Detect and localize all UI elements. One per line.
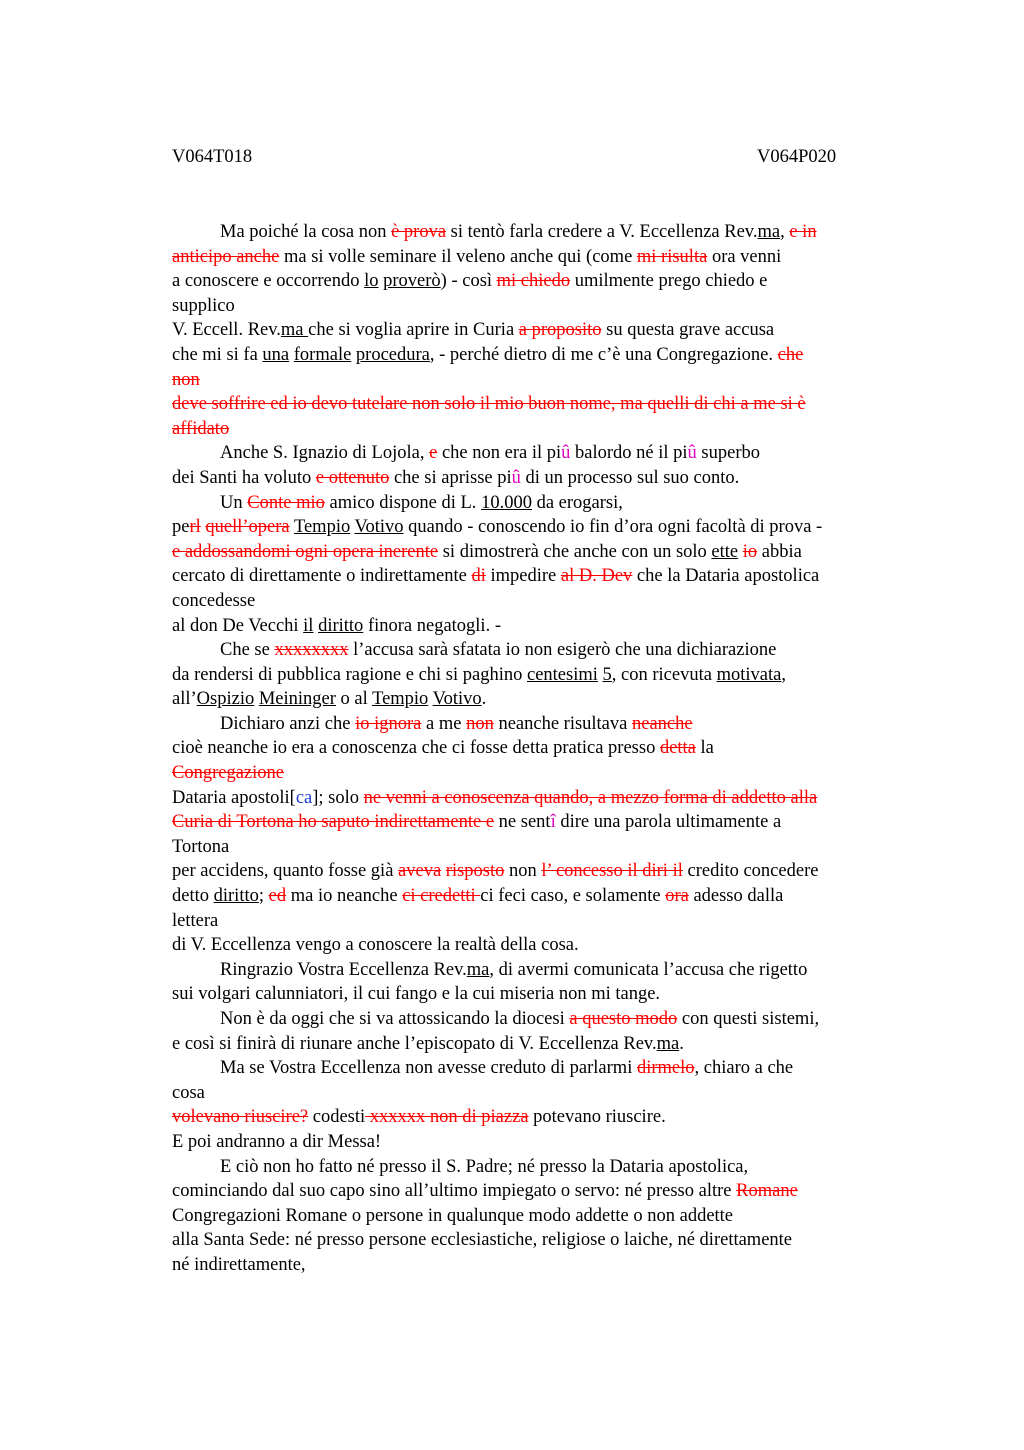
deleted-text: non (172, 369, 200, 390)
text-run: per accidens, quanto fosse già (172, 861, 399, 882)
text-run: Dichiaro anzi che (220, 713, 356, 734)
text-run: . (481, 689, 487, 710)
text-line (172, 1081, 892, 1106)
editor-insertion: ca (295, 787, 313, 808)
text-run: Un (220, 492, 248, 513)
text-run: a me (421, 713, 467, 734)
text-run: Ringrazio Vostra Eccellenza Rev. (220, 959, 467, 980)
text-run: abbia (757, 541, 802, 562)
deleted-text: quell’opera (205, 517, 290, 538)
deleted-text: rl (189, 517, 201, 538)
deleted-text: non (466, 713, 494, 734)
underlined-text: una (262, 344, 290, 365)
text-run: che si aprisse pi (389, 467, 512, 488)
text-run: e così si finirà di riunare anche l’episcopato di V. Eccellenza Rev. (172, 1033, 657, 1054)
text-run: cercato di direttamente o indirettamente (172, 566, 472, 587)
deleted-text: di (471, 566, 486, 587)
deleted-text: detta (659, 738, 696, 759)
accent-mark: û (561, 443, 571, 464)
text-line (172, 1253, 892, 1278)
text-run: che mi si fa (172, 344, 263, 365)
text-line (172, 491, 892, 516)
text-run: da erogarsi, (531, 492, 623, 513)
text-line (172, 761, 892, 786)
header-left-code: V064T018 (172, 147, 253, 167)
deleted-text: Curia di Tortona ho saputo indirettamente e (172, 812, 495, 833)
text-run: amico dispone di L. (324, 492, 482, 513)
deleted-text: anticipo anche (172, 246, 280, 267)
text-run: di un processo sul suo conto. (520, 467, 740, 488)
underlined-text: diritto (213, 886, 259, 907)
text-run: ma io neanche (286, 886, 403, 907)
deleted-text: a questo modo (569, 1009, 678, 1029)
text-run: superbo (696, 443, 760, 464)
deleted-text: e (429, 443, 438, 464)
text-run: , chiaro a che (694, 1058, 794, 1079)
text-run: al don De Vecchi (172, 615, 304, 636)
text-line (172, 663, 892, 688)
text-run: ) - così (440, 271, 497, 292)
deleted-text: deve soffrire ed io devo tutelare non solo il mio buon nome, ma quelli di chi a me si è (172, 394, 806, 415)
underlined-text: Tempio (372, 689, 429, 710)
underlined-text: ma (656, 1033, 680, 1054)
text-run: , (780, 222, 790, 242)
text-run: l’accusa sarà sfatata io non esigerò che una dichiarazione (348, 640, 777, 661)
text-line (172, 441, 892, 466)
deleted-text: aveva (398, 861, 442, 882)
text-line (172, 1130, 892, 1155)
deleted-text: risposto (445, 861, 505, 882)
text-line (172, 466, 892, 491)
text-run: detto (172, 886, 214, 907)
text-run: credito concedere (682, 861, 819, 882)
text-run: non (504, 861, 542, 882)
text-run: Ma se Vostra Eccellenza non avesse creduto di parlarmi (220, 1058, 637, 1079)
text-line (172, 786, 892, 811)
text-run: lettera (172, 910, 219, 931)
deleted-text: e in (789, 222, 817, 242)
text-run: E ciò non ho fatto né presso il S. Padre; né presso la Dataria apostolica, (220, 1156, 749, 1177)
text-run: di V. Eccellenza vengo a conoscere la realtà della cosa. (172, 935, 579, 956)
text-line (172, 368, 892, 393)
accent-mark: û (511, 467, 521, 488)
underlined-text: 5 (602, 664, 612, 685)
text-run: Congregazioni Romane o persone in qualunque modo addette o non addette (172, 1205, 734, 1226)
deleted-text: affidato (172, 418, 230, 439)
text-line (172, 245, 892, 270)
text-run: dei Santi ha voluto (172, 467, 316, 488)
text-line (172, 417, 892, 442)
text-run: ci feci caso, e solamente (480, 886, 666, 907)
text-line (172, 589, 892, 614)
underlined-text: proverò (383, 271, 441, 292)
deleted-text: xxxxxx non di piazza (365, 1107, 529, 1128)
deleted-text: Conte mio (247, 492, 325, 513)
text-run: si tentò farla credere a V. Eccellenza Rev. (446, 222, 758, 242)
text-line (172, 1056, 892, 1081)
text-run: che la Dataria apostolica (632, 566, 820, 587)
underlined-text: lo (364, 271, 379, 292)
text-line (172, 515, 892, 540)
text-run: codesti (308, 1107, 366, 1128)
text-run: con questi sistemi, (677, 1009, 820, 1029)
underlined-text: Ospizio (196, 689, 255, 710)
text-run: all’ (172, 689, 197, 710)
text-line (172, 909, 892, 934)
text-run: o al (335, 689, 373, 710)
accent-mark: î (550, 812, 556, 833)
text-run: adesso dalla (688, 886, 784, 907)
deleted-text: Congregazione (172, 763, 284, 784)
text-line (172, 736, 892, 761)
text-line (172, 1155, 892, 1180)
underlined-text: Votivo (354, 517, 404, 538)
text-run: ma si volle seminare il veleno anche qui (come (279, 246, 637, 267)
text-line (172, 859, 892, 884)
text-run: Non è da oggi che si va attossicando la diocesi (220, 1009, 570, 1029)
text-run: su questa grave accusa (601, 320, 775, 341)
text-run: né indirettamente, (172, 1254, 306, 1275)
text-run: potevano riuscire. (528, 1107, 666, 1128)
deleted-text: Romane (736, 1181, 798, 1202)
text-line (172, 564, 892, 589)
text-line (172, 958, 892, 983)
underlined-text: ma (280, 320, 309, 341)
underlined-text: procedura (355, 344, 430, 365)
text-run: umilmente prego chiedo e (570, 271, 768, 292)
text-line (172, 1105, 892, 1130)
underlined-text: Meininger (258, 689, 336, 710)
text-run: V. Eccell. Rev. (172, 320, 281, 341)
text-line (172, 1204, 892, 1229)
underlined-text: 10.000 (481, 492, 532, 513)
underlined-text: ma (757, 222, 781, 242)
underlined-text: Tempio (293, 517, 351, 538)
deleted-text: e ottenuto (315, 467, 390, 488)
deleted-text: io ignora (355, 713, 422, 734)
text-run: Anche S. Ignazio di Lojola, (220, 443, 430, 464)
text-line (172, 220, 892, 245)
text-run: neanche risultava (493, 713, 632, 734)
deleted-text: mi chiedo (496, 271, 571, 292)
accent-mark: û (687, 443, 697, 464)
text-run: Ma poiché la cosa non (220, 222, 392, 242)
text-line (172, 1007, 892, 1032)
deleted-text: mi risulta (636, 246, 708, 267)
text-run: ne sent (494, 812, 551, 833)
text-run: la (695, 738, 714, 759)
text-run: balordo né il pi (570, 443, 688, 464)
text-line (172, 933, 892, 958)
deleted-text: io (742, 541, 758, 562)
text-run: sui volgari calunniatori, il cui fango e la cui miseria non mi tange. (172, 984, 661, 1005)
text-run: , (781, 664, 786, 685)
text-line (172, 540, 892, 565)
text-line (172, 392, 892, 417)
text-run: dire una parola ultimamente a (555, 812, 782, 833)
text-run: Che se (220, 640, 275, 661)
deleted-text: al D. Dev (560, 566, 633, 587)
deleted-text: volevano riuscire? (172, 1107, 309, 1128)
deleted-text: dirmelo (636, 1058, 695, 1079)
text-run: che non era il pi (437, 443, 562, 464)
text-line (172, 835, 892, 860)
text-line (172, 810, 892, 835)
text-run: , con ricevuta (611, 664, 717, 685)
text-line (172, 712, 892, 737)
text-line (172, 1228, 892, 1253)
text-run: , - perché dietro di me c’è una Congregazione. (429, 344, 778, 365)
text-line (172, 687, 892, 712)
text-line (172, 982, 892, 1007)
deleted-text: l’ concesso il diri il (541, 861, 683, 882)
text-run: da rendersi di pubblica ragione e chi si paghino (172, 664, 527, 685)
text-run: ]; solo (312, 787, 364, 808)
text-run: pe (172, 517, 190, 538)
text-run: si dimostrerà che anche con un solo (438, 541, 712, 562)
text-run: , di avermi comunicata l’accusa che rigetto (489, 959, 808, 980)
text-run: ; (258, 886, 269, 907)
text-run: a conoscere e occorrendo (172, 271, 365, 292)
text-run: supplico (172, 295, 235, 316)
text-run: cosa (172, 1082, 205, 1103)
text-run: ora venni (707, 246, 782, 267)
letter-body (172, 220, 892, 1278)
text-line (172, 638, 892, 663)
text-line (172, 343, 892, 368)
deleted-text: è prova (391, 222, 447, 242)
text-run: alla Santa Sede: né presso persone ecclesiastiche, religiose o laiche, né direttamente (172, 1230, 793, 1251)
deleted-text: ed (268, 886, 287, 907)
deleted-text: e addossandomi ogni opera inerente (172, 541, 439, 562)
text-run: cominciando dal suo capo sino all’ultimo impiegato o servo: né presso altre (172, 1181, 737, 1202)
underlined-text: Votivo (432, 689, 482, 710)
underlined-text: il (303, 615, 314, 636)
underlined-text: formale (293, 344, 352, 365)
deleted-text: ci credetti (402, 886, 481, 907)
underlined-text: diritto (318, 615, 364, 636)
text-line (172, 1032, 892, 1057)
text-line (172, 269, 892, 294)
text-run: Tortona (172, 836, 230, 857)
text-line (172, 318, 892, 343)
deleted-text: ora (665, 886, 689, 907)
deleted-text: che (777, 344, 804, 365)
underlined-text: motivata (716, 664, 782, 685)
deleted-text: ne venni a conoscenza quando, a mezzo forma di addetto alla (363, 787, 818, 808)
underlined-text: centesimi (527, 664, 598, 685)
text-run: Dataria apostoli[ (172, 787, 296, 808)
text-line (172, 614, 892, 639)
text-line (172, 294, 892, 319)
text-line (172, 1179, 892, 1204)
deleted-text: neanche (631, 713, 693, 734)
text-run: . (679, 1033, 684, 1054)
text-run: E poi andranno a dir Messa! (172, 1131, 382, 1152)
text-run: quando - conoscendo io fin d’ora ogni facoltà di prova - (403, 517, 823, 538)
text-run: cioè neanche io era a conoscenza che ci fosse detta pratica presso (172, 738, 660, 759)
header-right-code: V064P020 (757, 147, 837, 167)
text-line (172, 884, 892, 909)
underlined-text: ma (466, 959, 490, 980)
deleted-text: a proposito (518, 320, 602, 341)
text-run: che si voglia aprire in Curia (308, 320, 519, 341)
text-run: finora negatogli. - (363, 615, 501, 636)
deleted-text: xxxxxxxx (274, 640, 349, 661)
text-run: concedesse (172, 590, 256, 611)
text-run: impedire (485, 566, 561, 587)
underlined-text: ette (711, 541, 739, 562)
